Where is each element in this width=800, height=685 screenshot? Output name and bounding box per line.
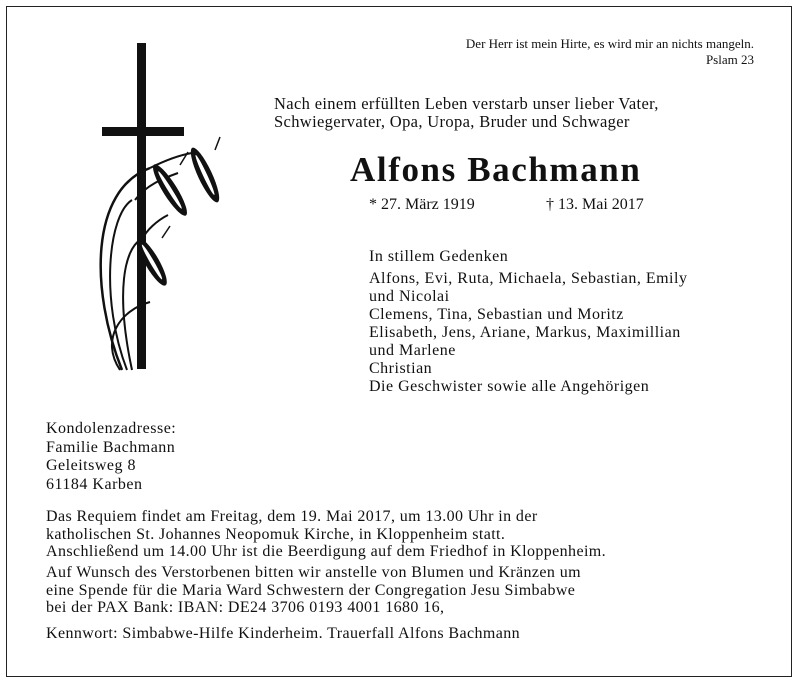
address-line: Geleitsweg 8 [46, 457, 136, 474]
requiem-line: katholischen St. Johannes Neopomuk Kirche, in Kloppenheim statt. [46, 525, 506, 543]
mourners-heading: In stillem Gedenken [369, 248, 509, 265]
mourners-line: Die Geschwister sowie alle Angehörigen [369, 378, 650, 395]
mourners-line: Clemens, Tina, Sebastian und Moritz [369, 306, 624, 323]
mourners-block [369, 248, 687, 396]
donation-line: eine Spende für die Maria Ward Schwestern der Congregation Jesu Simbabwe [46, 581, 576, 599]
condolence-address [46, 420, 176, 494]
mourners-line: Christian [369, 360, 433, 377]
mourners-line: Alfons, Evi, Ruta, Michaela, Sebastian, Emily [369, 270, 688, 287]
donation-paragraph [46, 564, 581, 617]
mourners-line: und Marlene [369, 342, 456, 359]
requiem-line: Das Requiem findet am Freitag, dem 19. Mai 2017, um 13.00 Uhr in der [46, 508, 538, 525]
donation-line: Auf Wunsch des Verstorbenen bitten wir anstelle von Blumen und Kränzen um [46, 564, 581, 581]
intro-line: Schwiegervater, Opa, Uropa, Bruder und Schwager [274, 112, 630, 131]
address-line: 61184 Karben [46, 475, 143, 493]
address-line: Kondolenzadresse: [46, 420, 177, 437]
psalm-quote: Der Herr ist mein Hirte, es wird mir an nichts mangeln. [465, 36, 754, 51]
birth-date: * 27. März 1919 [369, 196, 475, 213]
psalm-block [466, 36, 754, 68]
keyword-line: Kennwort: Simbabwe-Hilfe Kinderheim. Trauerfall Alfons Bachmann [46, 625, 520, 642]
intro-line: Nach einem erfüllten Leben verstarb unser lieber Vater, [274, 94, 659, 113]
requiem-paragraph [46, 508, 606, 561]
cross-with-wheat-icon [80, 40, 245, 375]
intro-text [274, 95, 659, 131]
death-date: † 13. Mai 2017 [546, 196, 644, 213]
deceased-name: Alfons Bachmann [350, 150, 642, 189]
mourners-line: und Nicolai [369, 288, 450, 305]
address-line: Familie Bachmann [46, 438, 176, 456]
donation-line: bei der PAX Bank: IBAN: DE24 3706 0193 4001 1680 16, [46, 599, 445, 616]
mourners-line: Elisabeth, Jens, Ariane, Markus, Maximillian [369, 324, 681, 341]
requiem-line: Anschließend um 14.00 Uhr ist die Beerdigung auf dem Friedhof in Kloppenheim. [46, 543, 607, 560]
psalm-source: Pslam 23 [705, 52, 754, 67]
